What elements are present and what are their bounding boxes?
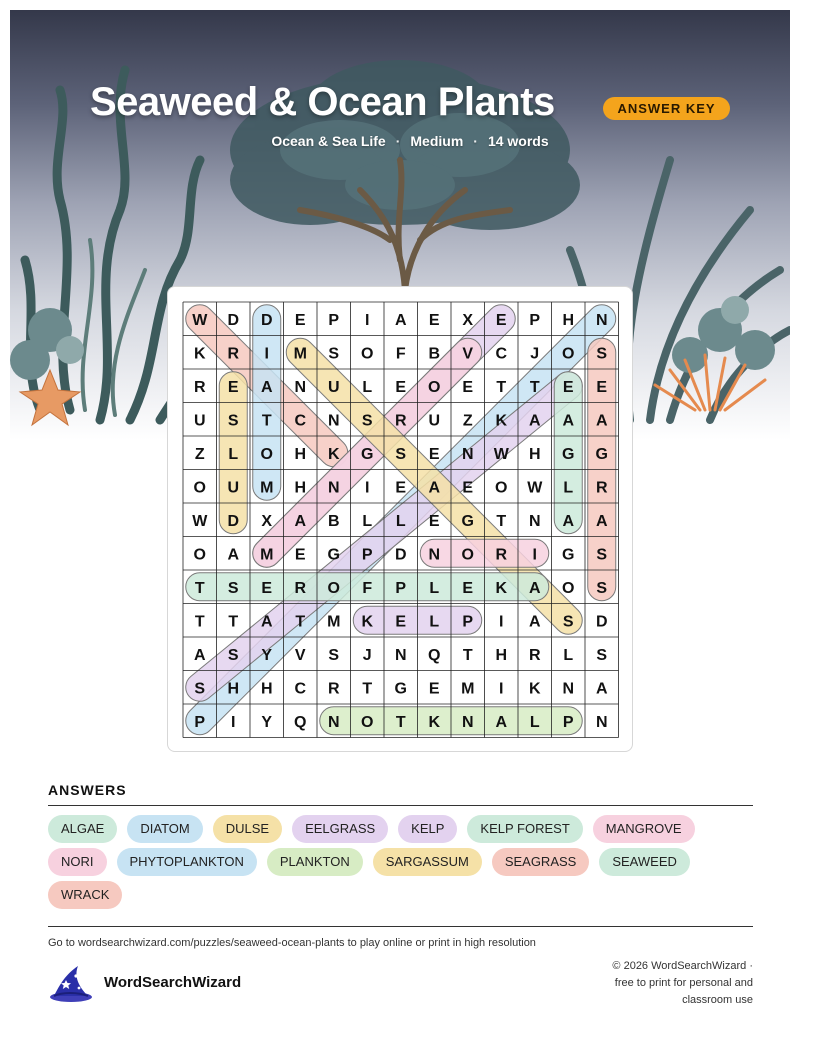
grid-letter[interactable]: A [528, 412, 541, 430]
grid-letter[interactable]: R [394, 412, 407, 430]
answer-chip: ALGAE [48, 815, 117, 843]
grid-letter[interactable]: N [595, 713, 608, 731]
grid-letter[interactable]: T [529, 378, 540, 396]
grid-letter[interactable]: O [562, 345, 575, 363]
grid-letter[interactable]: E [428, 512, 440, 530]
answer-chip: SEAWEED [599, 848, 690, 876]
grid-letter[interactable]: H [294, 445, 307, 463]
grid-letter[interactable]: L [362, 378, 373, 396]
grid-letter[interactable]: T [462, 646, 473, 664]
grid-letter[interactable]: H [227, 680, 240, 698]
grid-letter[interactable]: X [261, 512, 273, 530]
grid-letter[interactable]: O [193, 546, 206, 564]
grid-letter[interactable]: S [328, 646, 340, 664]
grid-letter[interactable]: T [194, 579, 205, 597]
puzzle-grid [168, 287, 634, 753]
answer-chip: PHYTOPLANKTON [117, 848, 257, 876]
grid-letter[interactable]: E [428, 445, 440, 463]
grid-letter[interactable]: T [395, 713, 406, 731]
grid-letter[interactable]: N [595, 311, 608, 329]
grid-letter[interactable]: D [394, 546, 407, 564]
grid-letter[interactable]: K [495, 579, 508, 597]
grid-letter[interactable]: X [462, 311, 474, 329]
grid-letter[interactable]: Z [462, 412, 473, 430]
grid-letter[interactable]: P [361, 546, 373, 564]
answer-chip: PLANKTON [267, 848, 363, 876]
grid-letter[interactable]: K [528, 680, 541, 698]
grid-letter[interactable]: S [596, 646, 608, 664]
grid-letter[interactable]: E [562, 378, 574, 396]
grid-letter[interactable]: O [428, 378, 441, 396]
grid-letter[interactable]: A [528, 613, 541, 631]
grid-letter[interactable]: I [532, 546, 537, 564]
grid-letter[interactable]: I [231, 713, 236, 731]
grid-letter[interactable]: S [227, 579, 239, 597]
meta-separator: · [473, 133, 478, 149]
grid-letter[interactable]: R [528, 646, 541, 664]
grid-letter[interactable]: K [361, 613, 374, 631]
grid-letter[interactable]: T [496, 512, 507, 530]
grid-letter[interactable]: Q [294, 713, 307, 731]
grid-letter[interactable]: P [395, 579, 407, 597]
grid-letter[interactable]: A [260, 613, 273, 631]
grid-letter[interactable]: E [395, 479, 407, 497]
copyright [553, 958, 753, 1009]
grid-letter[interactable]: C [294, 680, 307, 698]
grid-letter[interactable]: P [328, 311, 340, 329]
answer-chip: EELGRASS [292, 815, 388, 843]
answer-chip: KELP [398, 815, 457, 843]
grid-letter[interactable]: U [428, 412, 441, 430]
grid-letter[interactable]: A [495, 713, 508, 731]
grid-letter[interactable]: K [327, 445, 340, 463]
grid-letter[interactable]: G [461, 512, 474, 530]
grid-letter[interactable]: E [462, 378, 474, 396]
copyright-line: classroom use [682, 994, 753, 1006]
grid-letter[interactable]: I [499, 680, 504, 698]
grid-letter[interactable]: M [293, 345, 307, 363]
grid-letter[interactable]: T [362, 680, 373, 698]
grid-letter[interactable]: G [595, 445, 608, 463]
grid-letter[interactable]: C [495, 345, 508, 363]
grid-letter[interactable]: S [194, 680, 206, 698]
grid-letter[interactable]: A [394, 311, 407, 329]
difficulty-label: Medium [410, 133, 464, 149]
grid-letter[interactable]: Z [194, 445, 205, 463]
grid-letter[interactable]: E [395, 613, 407, 631]
grid-letter[interactable]: I [264, 345, 269, 363]
grid-letter[interactable]: G [562, 445, 575, 463]
grid-letter[interactable]: F [362, 579, 373, 597]
grid-letter[interactable]: G [562, 546, 575, 564]
grid-letter[interactable]: V [294, 646, 306, 664]
grid-letter[interactable]: E [495, 311, 507, 329]
grid-letter[interactable]: Y [261, 713, 273, 731]
grid-letter[interactable]: S [328, 345, 340, 363]
grid-letter[interactable]: F [395, 345, 406, 363]
grid-letter[interactable]: M [260, 479, 274, 497]
category-label: Ocean & Sea Life [271, 133, 386, 149]
grid-letter[interactable]: A [260, 378, 273, 396]
grid-letter[interactable]: V [462, 345, 474, 363]
answer-chip: NORI [48, 848, 107, 876]
grid-letter[interactable]: W [192, 512, 208, 530]
grid-letter[interactable]: Q [428, 646, 441, 664]
answer-chip: DULSE [213, 815, 282, 843]
answers-list [48, 815, 753, 909]
grid-letter[interactable]: A [528, 579, 541, 597]
grid-letter[interactable]: I [365, 479, 370, 497]
page-title: Seaweed & Ocean Plants [90, 80, 555, 124]
grid-letter[interactable]: P [194, 713, 206, 731]
grid-letter[interactable]: P [529, 311, 541, 329]
grid-letter[interactable]: L [563, 479, 574, 497]
word-count-label: 14 words [487, 133, 549, 149]
grid-letter[interactable]: W [527, 479, 543, 497]
grid-letter[interactable]: D [227, 311, 240, 329]
grid-letter[interactable]: A [595, 412, 608, 430]
grid-letter[interactable]: G [327, 546, 340, 564]
grid-letter[interactable]: I [499, 613, 504, 631]
grid-letter[interactable]: T [228, 613, 239, 631]
grid-letter[interactable]: N [294, 378, 307, 396]
answer-chip: KELP FOREST [467, 815, 582, 843]
grid-letter[interactable]: N [327, 713, 340, 731]
grid-letter[interactable]: S [596, 345, 608, 363]
grid-letter[interactable]: N [394, 646, 407, 664]
grid-letter[interactable]: B [428, 345, 441, 363]
answers-heading: ANSWERS [48, 782, 127, 798]
grid-letter[interactable]: A [294, 512, 307, 530]
grid-letter[interactable]: D [227, 512, 240, 530]
grid-letter[interactable]: L [563, 646, 574, 664]
grid-letter[interactable]: E [294, 311, 306, 329]
grid-letter[interactable]: G [394, 680, 407, 698]
grid-letter[interactable]: P [462, 613, 474, 631]
grid-letter[interactable]: U [193, 412, 206, 430]
grid-letter[interactable]: H [562, 311, 575, 329]
copyright-line: © 2026 WordSearchWizard · [612, 960, 753, 972]
grid-letter[interactable]: T [261, 412, 272, 430]
grid-letter[interactable]: M [327, 613, 341, 631]
answer-chip: MANGROVE [593, 815, 695, 843]
grid-letter[interactable]: N [562, 680, 575, 698]
grid-letter[interactable]: M [461, 680, 475, 698]
grid-letter[interactable]: R [495, 546, 508, 564]
meta-separator: · [395, 133, 401, 149]
grid-letter[interactable]: K [495, 412, 508, 430]
answer-chip: SEAGRASS [492, 848, 590, 876]
grid-letter[interactable]: A [428, 479, 441, 497]
grid-letter[interactable]: E [395, 378, 407, 396]
grid-letter[interactable]: A [193, 646, 206, 664]
grid-letter[interactable]: R [327, 680, 340, 698]
footer-divider [48, 926, 753, 927]
grid-letter[interactable]: R [595, 479, 608, 497]
grid-letter[interactable]: C [294, 412, 307, 430]
grid-letter[interactable]: N [461, 445, 474, 463]
grid-letter[interactable]: H [528, 445, 541, 463]
grid-letter[interactable]: S [562, 613, 574, 631]
grid-letter[interactable]: E [462, 479, 474, 497]
grid-letter[interactable]: H [260, 680, 273, 698]
grid-letter[interactable]: N [327, 412, 340, 430]
grid-letter[interactable]: P [562, 713, 574, 731]
answer-chip: WRACK [48, 881, 122, 909]
grid-letter[interactable]: D [260, 311, 273, 329]
grid-letter[interactable]: E [462, 579, 474, 597]
grid-letter[interactable]: O [361, 713, 374, 731]
grid-letter[interactable]: S [227, 412, 239, 430]
grid-letter[interactable]: O [193, 479, 206, 497]
grid-letter[interactable]: B [327, 512, 340, 530]
puzzle-grid-card [167, 286, 633, 752]
grid-letter[interactable]: W [192, 311, 208, 329]
grid-letter[interactable]: A [562, 412, 575, 430]
grid-letter[interactable]: E [428, 311, 440, 329]
grid-letter[interactable]: T [295, 613, 306, 631]
grid-letter[interactable]: T [496, 378, 507, 396]
grid-letter[interactable]: L [362, 512, 373, 530]
grid-letter[interactable]: L [429, 579, 440, 597]
grid-letter[interactable]: O [562, 579, 575, 597]
grid-letter[interactable]: K [193, 345, 206, 363]
grid-letter[interactable]: E [596, 378, 608, 396]
wizard-hat-icon [48, 964, 94, 1004]
footer-link[interactable]: Go to wordsearchwizard.com/puzzles/seaweed-ocean-plants to play online or print in high resolution [48, 937, 536, 949]
grid-letter[interactable]: L [228, 445, 239, 463]
grid-letter[interactable]: N [428, 546, 441, 564]
grid-letter[interactable]: T [194, 613, 205, 631]
grid-letter[interactable]: N [461, 713, 474, 731]
grid-letter[interactable]: H [294, 479, 307, 497]
grid-letter[interactable]: S [361, 412, 373, 430]
grid-letter[interactable]: A [595, 512, 608, 530]
grid-letter[interactable]: O [361, 345, 374, 363]
grid-letter[interactable]: A [227, 546, 240, 564]
puzzle-meta [10, 133, 790, 149]
grid-letter[interactable]: R [227, 345, 240, 363]
grid-letter[interactable]: O [260, 445, 273, 463]
grid-letter[interactable]: S [395, 445, 407, 463]
grid-letter[interactable]: R [193, 378, 206, 396]
grid-letter[interactable]: L [395, 512, 406, 530]
grid-letter[interactable]: S [227, 646, 239, 664]
grid-letter[interactable]: E [428, 680, 440, 698]
grid-letter[interactable]: I [365, 311, 370, 329]
grid-letter[interactable]: O [461, 546, 474, 564]
grid-letter[interactable]: W [493, 445, 509, 463]
answer-chip: SARGASSUM [373, 848, 482, 876]
grid-letter[interactable]: A [595, 680, 608, 698]
answer-key-badge: ANSWER KEY [603, 97, 730, 120]
grid-letter[interactable]: A [562, 512, 575, 530]
grid-letter[interactable]: N [528, 512, 541, 530]
grid-letter[interactable]: O [495, 479, 508, 497]
brand-name[interactable]: WordSearchWizard [104, 974, 242, 991]
grid-letter[interactable]: U [227, 479, 240, 497]
grid-letter[interactable]: E [294, 546, 306, 564]
grid-letter[interactable]: S [596, 546, 608, 564]
grid-letter[interactable]: L [429, 613, 440, 631]
grid-letter[interactable]: S [596, 579, 608, 597]
grid-letter[interactable]: J [362, 646, 372, 664]
answers-divider [48, 805, 753, 806]
grid-letter[interactable]: E [227, 378, 239, 396]
grid-letter[interactable]: Y [261, 646, 273, 664]
grid-letter[interactable]: G [361, 445, 374, 463]
grid-letter[interactable]: U [327, 378, 340, 396]
grid-letter[interactable]: O [327, 579, 340, 597]
grid-letter[interactable]: J [530, 345, 540, 363]
grid-letter[interactable]: E [261, 579, 273, 597]
grid-letter[interactable]: K [428, 713, 441, 731]
grid-letter[interactable]: M [260, 546, 274, 564]
answer-chip: DIATOM [127, 815, 202, 843]
grid-letter[interactable]: R [294, 579, 307, 597]
grid-letter[interactable]: L [529, 713, 540, 731]
grid-letter[interactable]: H [495, 646, 508, 664]
copyright-line: free to print for personal and [614, 977, 753, 989]
grid-letter[interactable]: N [327, 479, 340, 497]
grid-letter[interactable]: D [595, 613, 608, 631]
